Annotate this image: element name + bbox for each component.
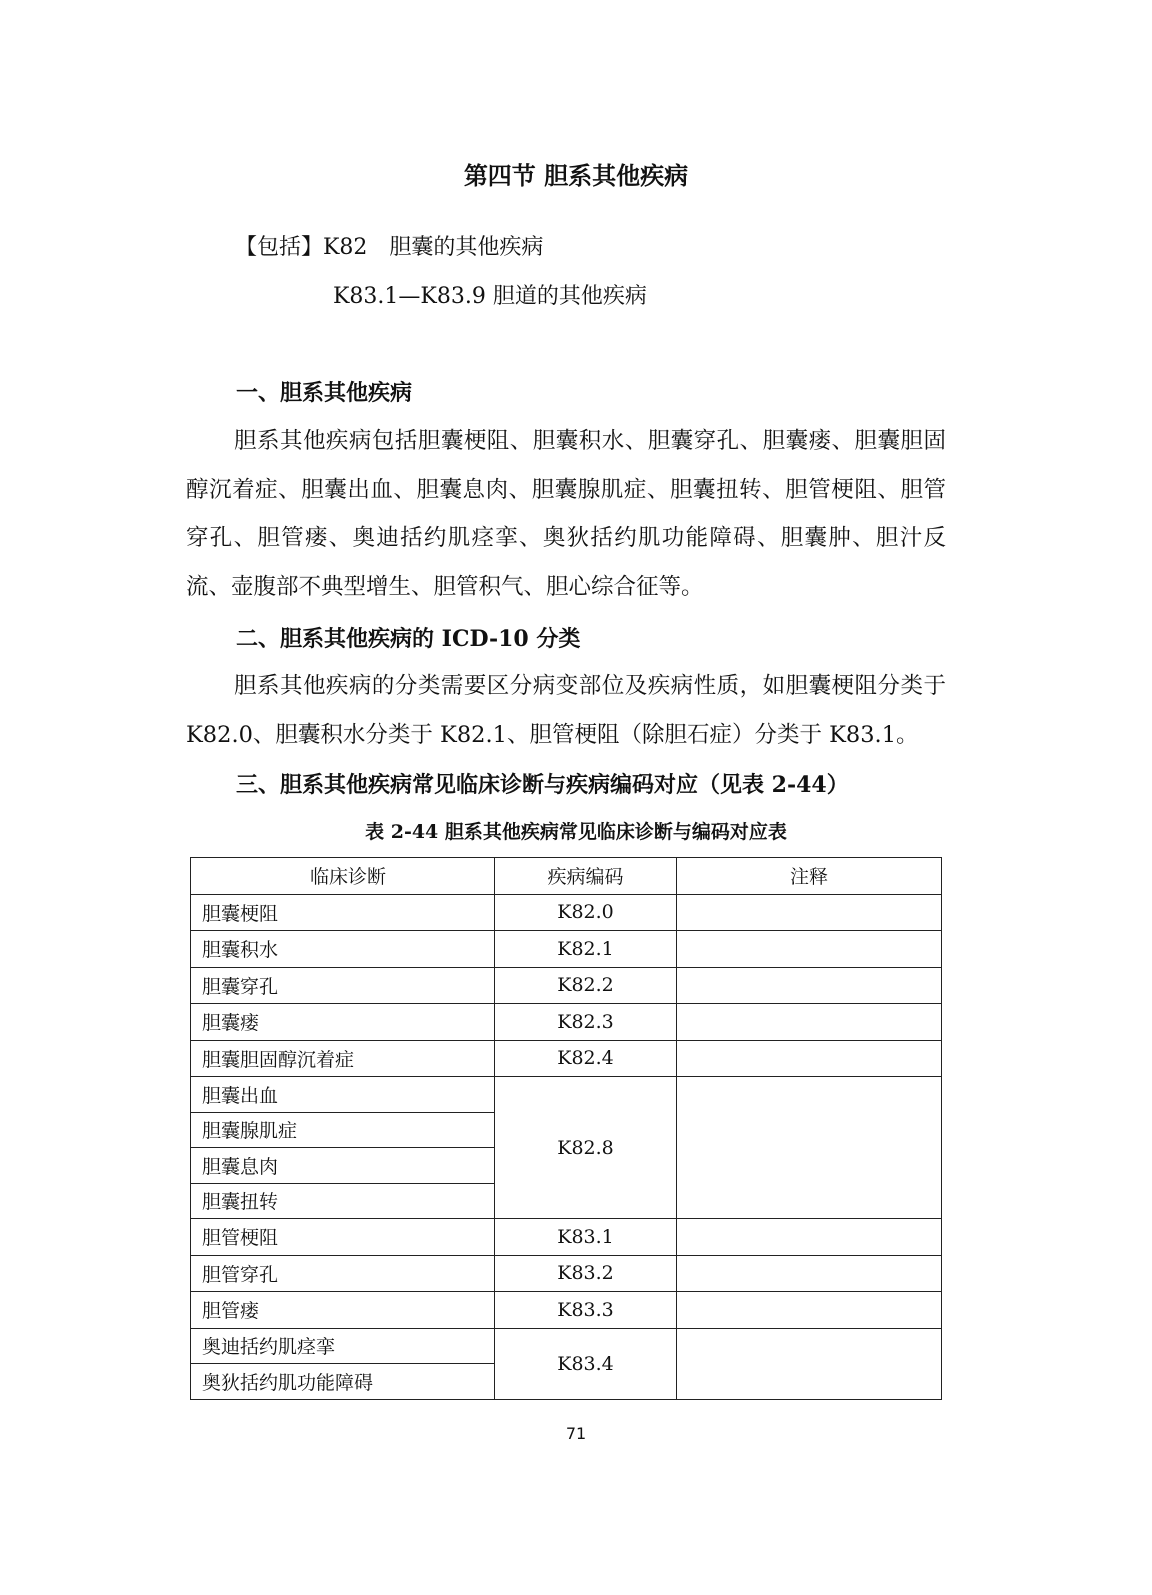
table-row xyxy=(191,931,942,968)
notes-cell xyxy=(677,1292,942,1329)
table-row xyxy=(191,1219,942,1256)
diagnosis-cell: 胆囊胆固醇沉着症 xyxy=(191,1040,495,1077)
diagnosis-cell: 胆囊出血 xyxy=(191,1077,495,1113)
diagnosis-cell: 胆囊息肉 xyxy=(191,1148,495,1184)
diagnosis-code-table xyxy=(190,857,942,1400)
code-cell: K83.1 xyxy=(495,1219,677,1256)
notes-cell xyxy=(677,1219,942,1256)
code-cell: K82.2 xyxy=(495,967,677,1004)
code-cell: K82.3 xyxy=(495,1004,677,1041)
table-row xyxy=(191,1077,942,1113)
diagnosis-cell: 胆囊积水 xyxy=(191,931,495,968)
diagnosis-cell: 胆管瘘 xyxy=(191,1292,495,1329)
includes-line-1: 【包括】K82 胆囊的其他疾病 xyxy=(235,235,544,260)
notes-cell xyxy=(677,967,942,1004)
table-row xyxy=(191,967,942,1004)
diagnosis-cell: 胆囊扭转 xyxy=(191,1183,495,1219)
notes-cell xyxy=(677,1004,942,1041)
code-cell: K82.0 xyxy=(495,894,677,931)
notes-cell xyxy=(677,1040,942,1077)
table-row xyxy=(191,1328,942,1364)
table-row xyxy=(191,894,942,931)
header-diagnosis: 临床诊断 xyxy=(191,858,495,895)
heading-3: 三、胆系其他疾病常见临床诊断与疾病编码对应（见表 2-44） xyxy=(236,772,849,798)
section-title: 第四节 胆系其他疾病 xyxy=(463,161,689,190)
code-cell: K83.3 xyxy=(495,1292,677,1329)
diagnosis-cell: 胆囊腺肌症 xyxy=(191,1112,495,1148)
table-row xyxy=(191,1255,942,1292)
notes-cell xyxy=(677,1077,942,1219)
notes-cell xyxy=(677,1255,942,1292)
paragraph-2: 胆系其他疾病的分类需要区分病变部位及疾病性质，如胆囊梗阻分类于 K82.0、胆囊积水分类于 K82.1、胆管梗阻（除胆石症）分类于 K83.1。 xyxy=(186,673,946,748)
code-cell: K82.4 xyxy=(495,1040,677,1077)
header-code: 疾病编码 xyxy=(495,858,677,895)
heading-1: 一、胆系其他疾病 xyxy=(236,380,413,406)
diagnosis-cell: 奥狄括约肌功能障碍 xyxy=(191,1364,495,1400)
header-notes: 注释 xyxy=(677,858,942,895)
diagnosis-cell: 胆囊穿孔 xyxy=(191,967,495,1004)
notes-cell xyxy=(677,894,942,931)
table-row xyxy=(191,1040,942,1077)
diagnosis-cell: 奥迪括约肌痉挛 xyxy=(191,1328,495,1364)
table-caption: 表 2-44 胆系其他疾病常见临床诊断与编码对应表 xyxy=(365,821,787,843)
diagnosis-cell: 胆囊梗阻 xyxy=(191,894,495,931)
code-cell: K83.2 xyxy=(495,1255,677,1292)
table-row xyxy=(191,1004,942,1041)
page-number: 71 xyxy=(565,1424,587,1443)
code-cell: K82.8 xyxy=(495,1077,677,1219)
notes-cell xyxy=(677,1328,942,1399)
code-cell: K82.1 xyxy=(495,931,677,968)
diagnosis-cell: 胆囊瘘 xyxy=(191,1004,495,1041)
heading-2: 二、胆系其他疾病的 ICD-10 分类 xyxy=(236,626,581,652)
table-row xyxy=(191,1292,942,1329)
table-header-row xyxy=(191,858,942,895)
paragraph-1: 胆系其他疾病包括胆囊梗阻、胆囊积水、胆囊穿孔、胆囊瘘、胆囊胆固醇沉着症、胆囊出血、胆囊息肉、胆囊腺肌症、胆囊扭转、胆管梗阻、胆管穿孔、胆管瘘、奥迪括约肌痉挛、奥狄括约肌功能障碍、胆囊肿、胆汁反流、壶腹部不典型增生、胆管积气、胆心综合征等。 xyxy=(186,428,946,600)
notes-cell xyxy=(677,931,942,968)
diagnosis-cell: 胆管梗阻 xyxy=(191,1219,495,1256)
includes-line-2: K83.1—K83.9 胆道的其他疾病 xyxy=(333,284,647,309)
diagnosis-cell: 胆管穿孔 xyxy=(191,1255,495,1292)
code-cell: K83.4 xyxy=(495,1328,677,1399)
